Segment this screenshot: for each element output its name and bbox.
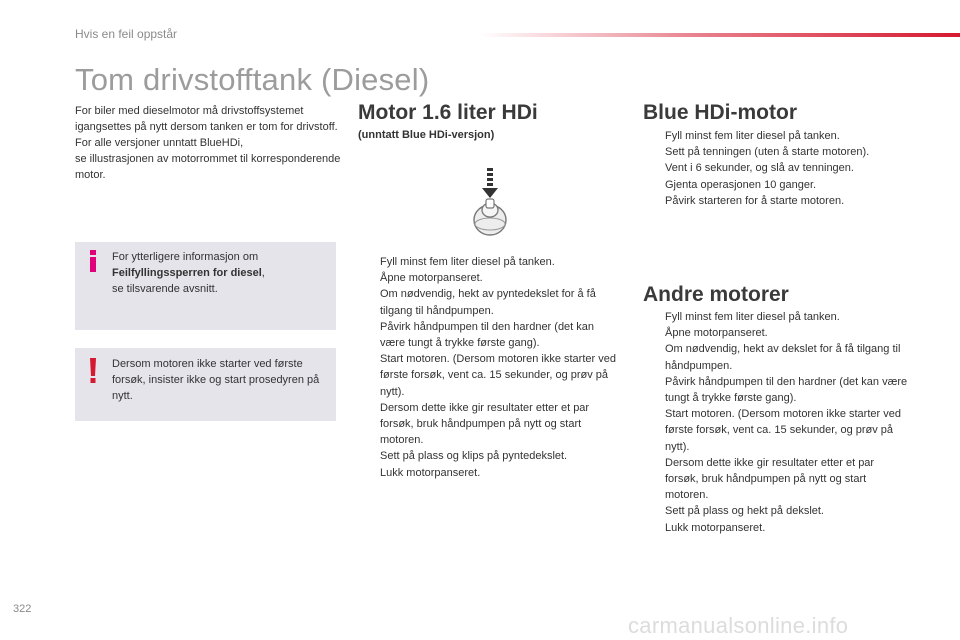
page-title: Tom drivstofftank (Diesel) [75,62,430,97]
section-header: Hvis en feil oppstår [75,27,178,41]
header-accent-bar [480,33,960,37]
warning-box [75,348,336,421]
warning-text: Dersom motoren ikke starter ved første forsøk, insister ikke og start prosedyren på nytt. [112,358,320,402]
step-text: Dersom dette ikke gir resultater etter et par forsøk, bruk håndpumpen på nytt og start motoren. [665,456,875,502]
other-engines-title: Andre motorer [643,283,789,306]
other-engines-steps [643,309,908,536]
step-text: Gjenta operasjonen 10 ganger. [665,178,817,191]
exclamation-icon [88,358,98,384]
info-reference: Feilfyllingssperren for diesel [112,267,262,279]
step-item [643,144,913,160]
step-item [358,254,620,270]
step-text: Vent i 6 sekunder, og slå av tenningen. [665,162,854,175]
step-text: Lukk motorpanseret. [665,521,766,534]
step-text: Om nødvendig, hekt av pyntedekslet for å få tilgang til håndpumpen. [380,288,596,317]
info-icon [87,250,99,272]
info-comma: , [261,267,265,279]
info-box [75,242,336,330]
step-text: Sett på plass og hekt på dekslet. [665,505,824,518]
intro-paragraph: For biler med dieselmotor må drivstoffsystemet igangsettes på nytt dersom tanken er tom for drivstoff. [75,105,338,133]
info-text [112,249,328,297]
step-item [643,160,913,176]
step-item [643,309,908,325]
info-line: For ytterligere informasjon om [112,251,259,263]
page-number: 322 [13,603,32,615]
intro-versions-line: For alle versjoner unntatt BlueHDi, [75,137,244,149]
step-item [643,455,908,504]
step-item [358,270,620,286]
step-item [643,193,913,209]
hand-pump-icon [472,168,508,238]
step-item [358,448,620,464]
step-text: Fyll minst fem liter diesel på tanken. [665,130,840,142]
step-text: Sett på plass og klips på pyntedekslet. [380,450,568,463]
step-text: Påvirk håndpumpen til den hardner (det kan være tungt å trykke første gang). [380,320,595,350]
step-text: Fyll minst fem liter diesel på tanken. [380,256,555,268]
step-text: Dersom dette ikke gir resultater etter et par forsøk, bruk håndpumpen på nytt og start motoren. [380,401,590,447]
step-text: Åpne motorpanseret. [665,327,768,340]
step-text: Sett på tenningen (uten å starte motoren). [665,146,870,159]
intro-paragraph-versions [75,135,345,183]
step-item [643,520,908,536]
step-text: Åpne motorpanseret. [380,272,483,285]
step-text: Fyll minst fem liter diesel på tanken. [665,311,840,323]
step-item [643,406,908,455]
watermark: carmanualsonline.info [628,613,849,638]
step-item [643,177,913,193]
step-item [358,351,620,400]
step-text: Påvirk starteren for å starte motoren. [665,194,845,207]
step-item [643,325,908,341]
step-item [358,319,620,351]
step-item [358,465,620,481]
step-text: Start motoren. (Dersom motoren ikke starter ved første forsøk, vent ca. 15 sekunder, og prøv på nytt). [665,408,901,453]
info-line-see: se tilsvarende avsnitt. [112,283,218,295]
step-text: Lukk motorpanseret. [380,466,481,479]
motor16-steps [358,254,620,481]
intro-illustration-line: se illustrasjonen av motorrommet til korresponderende motor. [75,153,341,181]
step-item [643,503,908,519]
bluehdi-title: Blue HDi-motor [643,101,797,124]
step-text: Start motoren. (Dersom motoren ikke starter ved første forsøk, vent ca. 15 sekunder, og prøv på nytt). [380,353,616,398]
step-item [643,128,913,144]
intro-text [75,103,345,183]
step-text: Påvirk håndpumpen til den hardner (det kan være tungt å trykke første gang). [665,375,908,405]
step-item [358,400,620,449]
step-item [643,374,908,406]
bluehdi-steps [643,128,913,209]
step-item [643,341,908,373]
step-item [358,286,620,318]
motor16-title: Motor 1.6 liter HDi [358,101,538,124]
step-text: Om nødvendig, hekt av dekslet for å få tilgang til håndpumpen. [665,343,901,372]
motor16-subtitle: (unntatt Blue HDi-versjon) [358,129,495,141]
